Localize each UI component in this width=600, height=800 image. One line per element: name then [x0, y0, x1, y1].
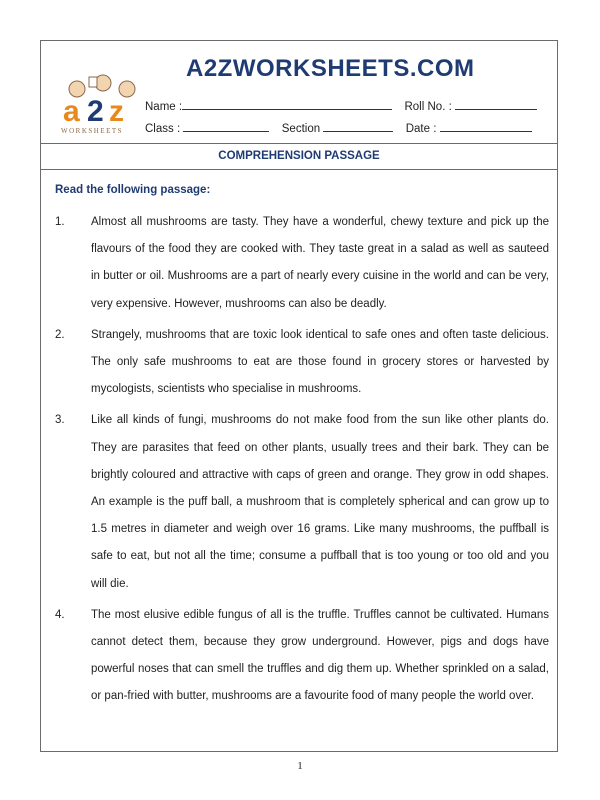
paragraph-number: 4.: [55, 608, 65, 621]
roll-no-label: Roll No. :: [404, 101, 452, 113]
paragraph-text: The most elusive edible fungus of all is the truffle. Truffles cannot be cultivated. Humans cannot detect them, because they grow underground. However, pigs and dogs have powerful noses that can smell the truffles and dig them up. Whether sprinkled on a salad, or pan-fried with butter, mushrooms are a favourite food of many people the world over.: [91, 608, 549, 703]
svg-text:z: z: [109, 95, 124, 128]
paragraph-1: [55, 209, 549, 318]
paragraph-3: [55, 407, 549, 597]
section-title-bar: [41, 144, 557, 170]
paragraph-number: 2.: [55, 328, 65, 341]
class-blank[interactable]: [183, 121, 269, 132]
page-number: 1: [297, 760, 303, 772]
name-blank[interactable]: [182, 99, 392, 110]
paragraph-text: Strangely, mushrooms that are toxic look identical to safe ones and often taste delicious. The only safe mushrooms to eat are those found in grocery stores or harvested by mycologists, scientists who specialise in mushrooms.: [91, 328, 549, 396]
roll-no-blank[interactable]: [455, 99, 537, 110]
svg-text:2: 2: [87, 95, 104, 128]
class-label: Class :: [145, 123, 181, 135]
paragraph-2: [55, 322, 549, 404]
class-section-date-row: [145, 121, 532, 135]
instruction-text: Read the following passage:: [55, 184, 211, 196]
section-title: COMPREHENSION PASSAGE: [218, 150, 380, 162]
name-roll-row: [145, 99, 537, 113]
section-blank[interactable]: [323, 121, 393, 132]
paragraph-number: 3.: [55, 414, 65, 427]
a2z-logo: [55, 69, 151, 139]
paragraph-text: Like all kinds of fungi, mushrooms do not make food from the sun like other plants do. They are parasites that feed on other plants, usually trees and their bark. They can be brightly coloured and attractive with caps of green and orange. They grow in odd shapes. An example is the puff ball, a mushroom that is completely spherical and can grow up to 1.5 metres in diameter and weigh over 16 grams. Like many mushrooms, the puffball is safe to eat, but not all the time; consume a puffball that is too young or too old and you will die.: [91, 414, 549, 590]
paragraph-4: [55, 602, 549, 711]
svg-text:a: a: [63, 95, 80, 128]
date-label: Date :: [405, 123, 437, 135]
name-label: Name :: [145, 101, 183, 113]
paragraph-number: 1.: [55, 216, 65, 228]
paragraph-text: Almost all mushrooms are tasty. They have a wonderful, chewy texture and pick up the flavours of the food they are cooked with. They taste great in a salad as well as sauteed in butter or oil. Mushrooms are a part of nearly every cuisine in the world and can be very, very expensive. However, mushrooms can also be deadly.: [91, 216, 549, 310]
section-label: Section: [281, 123, 321, 135]
passage: [55, 209, 549, 715]
site-title: A2ZWORKSHEETS.COM: [186, 55, 475, 82]
worksheet-frame: [40, 40, 558, 752]
svg-text:WORKSHEETS: WORKSHEETS: [61, 127, 124, 135]
date-blank[interactable]: [440, 121, 532, 132]
worksheet-header: [41, 41, 557, 144]
